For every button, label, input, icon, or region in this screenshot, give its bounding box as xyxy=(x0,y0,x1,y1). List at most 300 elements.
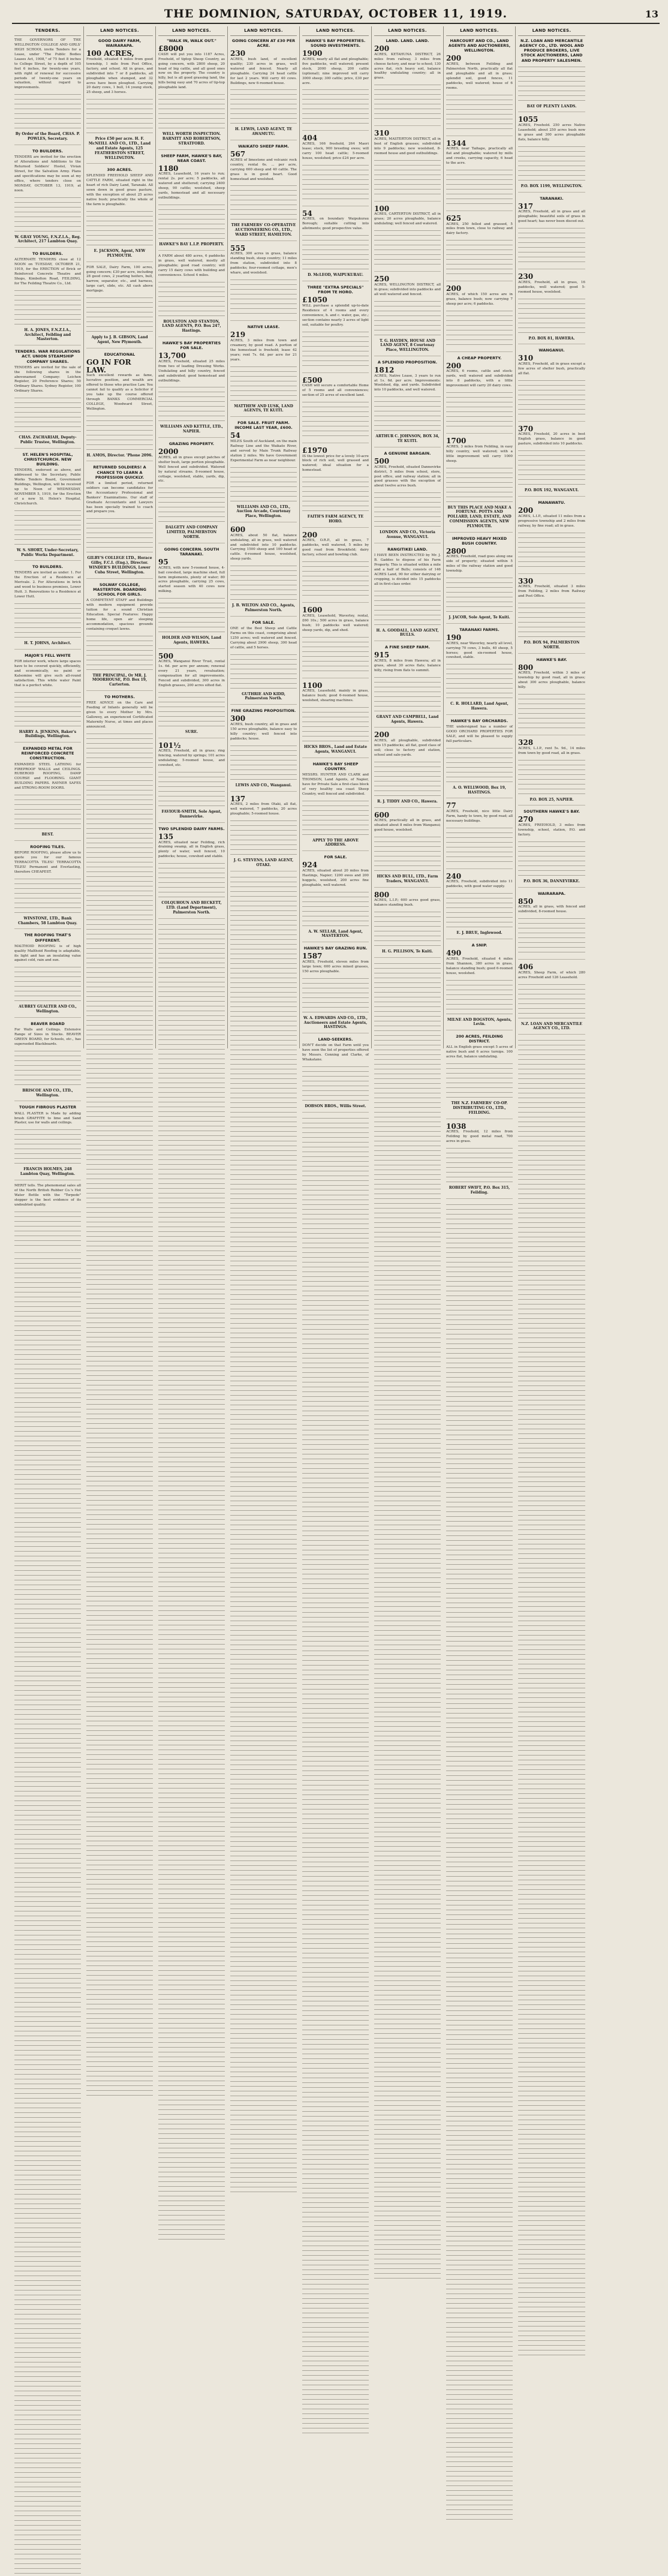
advertisement xyxy=(446,1034,513,1119)
ad-headline: RANGITIKEI LAND. xyxy=(387,546,428,552)
ad-headline: WANGANUI. xyxy=(538,348,565,353)
text-lines xyxy=(86,209,153,245)
ad-body-text: THE GOVERNORS OF THE WELLINGTON COLLEGE AND GIRLS' HIGH SCHOOL invite Tenders for a Lease, under "The Public Bodies Leases Act, 1908," of 75 feet 8 inches to College Street, by a depth of 105 feet 6 inches, for twenty-one years, with right of renewal for successive periods of twenty-one years on valuation, without regard to improvements. xyxy=(14,38,81,90)
text-lines xyxy=(302,705,369,741)
ad-body-text: ACRES, 300 acres in grass, balance standing bush, steep country; 11 miles from station, subdivided into 8 paddocks; four-roomed cottage, men's whare, and woolshed. xyxy=(230,252,297,275)
column-2 xyxy=(84,26,156,1048)
text-lines xyxy=(374,675,441,711)
ad-headline: GOING CONCERN. SOUTH TARANAKI. xyxy=(164,546,219,557)
ad-signature: MATTHEW AND LUSK, LAND AGENTS, TE KUITI. xyxy=(234,404,293,413)
text-lines xyxy=(446,466,513,502)
text-lines xyxy=(302,330,369,366)
ad-signature: A. O. WELLWOOD, Box 19, HASTINGS. xyxy=(453,785,506,795)
ad-lead-figure: 230 xyxy=(230,49,246,58)
advertisement xyxy=(230,620,297,705)
ad-headline: MANAWATU. xyxy=(538,500,565,506)
ad-signature: AUBREY GUALTER AND CO., Wellington. xyxy=(19,1005,77,1014)
text-lines xyxy=(446,238,513,274)
ad-signature: COLQUHOUN AND BECKETT, LTD. (Land Department), Palmerston North. xyxy=(161,901,222,915)
ad-lead-figure: 219 xyxy=(230,330,246,339)
advertisement xyxy=(158,441,225,543)
ad-headline: BEAVER BOARD xyxy=(31,1021,65,1027)
ad-headline: TARANAKI. xyxy=(540,196,564,201)
ad-headline: MAJOR'S FELL WHITE xyxy=(25,653,71,658)
advertisement xyxy=(14,251,81,345)
ad-body-text: ACRES, L.I.P.; 600 acres good grass, balance standing bush. xyxy=(374,898,441,907)
ad-lead-figure: 100 ACRES, xyxy=(86,49,134,58)
ad-body-text: ACRES, bush country, all in grass and 150 acres ploughable, balance easy to hilly country; well fenced into paddocks; house. xyxy=(230,723,297,741)
text-lines xyxy=(14,92,81,128)
ad-body-text: ACRES, 8 miles from Hawera; all in grass, about 30 acres flats; balance hilly, rising from flats to summit. xyxy=(374,659,441,672)
advertisement xyxy=(374,205,441,272)
ad-lead-figure: 1180 xyxy=(158,164,179,173)
ad-lead-figure: 600 xyxy=(374,810,390,819)
advertisement xyxy=(302,855,369,942)
text-lines xyxy=(302,163,369,199)
advertisement xyxy=(14,1021,81,1101)
ad-body-text: FREE ADVICE on the Care and Feeding of Infants generally will be given to every Mother by Mrs. Gallowey, an experienced Certificated Maternity Nurse, at times and places announced. xyxy=(86,701,153,729)
ad-headline: TO BUILDERS. xyxy=(32,251,63,257)
ad-headline: SHEEP FARM, HAWKE'S BAY, NEAR COAST. xyxy=(161,153,222,163)
advertisement xyxy=(374,275,441,356)
advertisement xyxy=(446,873,513,939)
ad-headline: FOR SALE. FRUIT FARM. INCOME LAST YEAR, £600. xyxy=(234,420,293,431)
ad-signature: T. G. HAYDEN, HOUSE AND LAND AGENT, 8 Courtenay Place, WELLINGTON. xyxy=(380,338,435,353)
text-lines xyxy=(230,653,297,689)
text-lines xyxy=(518,840,585,876)
ad-lead-figure: £8000 xyxy=(158,44,183,53)
advertisement xyxy=(446,356,513,434)
text-lines xyxy=(446,826,513,862)
text-lines xyxy=(374,299,441,335)
ad-signature: HICKS BROS., Land and Estate Agents, WANGANUI. xyxy=(303,744,368,754)
ad-signature: H. A. JONES, F.N.Z.I.A., Architect, Feilding and Masterton. xyxy=(24,327,71,342)
ad-signature: LONDON AND CO., Victoria Avenue, WANGANUI. xyxy=(380,530,435,540)
ad-lead-figure: 800 xyxy=(518,663,534,672)
text-lines xyxy=(230,88,297,124)
advertisement xyxy=(302,762,369,852)
text-lines xyxy=(14,1210,81,1246)
text-lines xyxy=(14,877,81,913)
ad-body-text: FOR a limited period, returned soldiers can become candidates for the Accountancy Professional and Bankers' Examinations. Our staff of Graduate Accountants and Lawyers has been specially trained to coach and prepare you. xyxy=(86,481,153,514)
ad-lead-figure: 310 xyxy=(374,129,390,138)
column-text-lines xyxy=(14,1257,81,2576)
advertisement xyxy=(230,245,297,321)
column-text-lines xyxy=(302,1116,369,2436)
advertisement xyxy=(374,38,441,126)
ad-lead-figure: 270 xyxy=(518,815,534,824)
ad-body-text: ACRES, all ploughable, subdivided into 15 paddocks; all flat, good class of soil; close to factory and station, school and sale-yards. xyxy=(374,738,441,757)
ad-body-text: ACRES, Leasehold, 16 years to run; rental 2s. per acre; 5 paddocks, all watered and sheltered; carrying 2400 sheep, 90 cattle; woolshed, sheep yards, homestead and all necessary outbuildings. xyxy=(158,172,225,200)
ad-headline: A FINE SHEEP FARM. xyxy=(385,645,430,650)
ad-headline: TARANAKI FARMS. xyxy=(459,627,500,632)
text-lines xyxy=(374,395,441,431)
ad-signature: MILNE AND BOGSTON, Agents, Levin. xyxy=(447,1017,512,1027)
page-number: 13 xyxy=(645,8,658,20)
ad-body-text: ACRES, 3 miles from town and creamery, by good road. A portion of the homestead is freehold; lease 42 years; rent 7s. 6d. per acre for 21 years. xyxy=(230,338,297,362)
advertisement xyxy=(158,826,225,919)
ad-headline: FOR SALE. xyxy=(324,855,347,860)
text-lines xyxy=(14,602,81,638)
ad-body-text: ACRES, 166 freehold, 264 Maori lease; stock, 900 breeding ewes; will carry 100 head cattle; 5-roomed house, woolshed; price £24 per acre. xyxy=(302,142,369,160)
column-heading: LAND NOTICES. xyxy=(374,26,441,36)
ad-lead-figure: 317 xyxy=(518,202,534,211)
ad-body-text: I HAVE BEEN INSTRUCTED by Mr. J. B. Gaddes to dispose of his Farm Property. This is situated within a mile and a half of Bulls; consists of 146 ACRES Land, 90 for either dairying or cropping, is divided into 15 paddocks all in first-class order. xyxy=(374,554,441,586)
advertisement xyxy=(374,130,441,201)
advertisement xyxy=(302,134,369,206)
ad-headline: THREE "EXTRA SPECIALS" FROM TE HORO. xyxy=(307,285,364,295)
ad-signature: H. LEWIS, LAND AGENT, TE AWAMUTU. xyxy=(235,127,292,137)
advertisement xyxy=(230,420,297,522)
advertisement xyxy=(302,531,369,603)
advertisement xyxy=(446,38,513,136)
ad-lead-figure: 625 xyxy=(446,214,462,223)
text-lines xyxy=(158,280,225,316)
text-lines xyxy=(518,449,585,485)
advertisement xyxy=(302,946,369,1033)
ad-headline: TENDERS. WAR REGULATIONS ACT. UNION STEAMSHIP COMPANY SHARES. xyxy=(15,349,80,364)
text-lines xyxy=(86,414,153,450)
text-lines xyxy=(158,861,225,897)
ad-body-text: MALTHOID ROOFING is of high quality Malthoid Roofing is adaptable, its light and has an insulating value against cold, rain and sun. xyxy=(14,944,81,963)
ad-lead-figure: 2000 xyxy=(158,447,179,456)
ad-lead-figure: 54 xyxy=(302,209,312,218)
ad-lead-figure: 54 xyxy=(230,431,240,440)
ad-lead-figure: 500 xyxy=(158,651,174,660)
column-text-lines xyxy=(158,922,225,2242)
ad-signature: BAY OF PLENTY LANDS. xyxy=(526,104,577,109)
ad-body-text: ACRES, Freehold, 20 acres in best English grass, balance in good pasture, subdivided into 10 paddocks. xyxy=(518,432,585,446)
ad-headline: 200 ACRES, FEILDING DISTRICT. xyxy=(456,1034,503,1044)
ad-body-text: Freehold, situated 4 miles from good township, 1 mile from Post Office, factory, and school. All in grass, and subdivided into 7 or 8 paddocks, all ploughable when stumped, and 32 acres have been ploughed. Carrying 20 dairy cows, 1 bull, 14 young stock, 25 sheep, and 3 horses. xyxy=(86,57,153,95)
text-lines xyxy=(14,965,81,1001)
ad-body-text: ACRES, between Feilding and Palmerston North, practically all flat and ploughable and all in grass; splendid soil, good fences, 11 paddocks, well watered; house of 6 rooms. xyxy=(446,62,513,90)
text-lines xyxy=(14,1049,81,1085)
advertisement xyxy=(446,215,513,281)
ad-signature: ROULSTON AND STANTON, LAND AGENTS, P.O. Box 247, Hastings. xyxy=(162,319,221,333)
ad-headline: GOOD DAIRY FARM, WAIRARAPA. xyxy=(98,38,142,49)
text-lines xyxy=(230,365,297,401)
ad-body-text: ACRES, Freehold, subdivided into 11 paddocks, with good water supply. xyxy=(446,880,513,889)
ad-signature: W. GRAY YOUNG, F.N.Z.I.A., Reg. Architect, 217 Lambton Quay. xyxy=(14,235,81,244)
text-lines xyxy=(86,732,153,768)
text-lines xyxy=(446,891,513,927)
advertisement xyxy=(158,341,225,438)
ad-headline: TO BUILDERS. xyxy=(32,148,63,154)
ad-headline: FINE GRAZING PROPOSITION. xyxy=(231,708,296,714)
ad-body-text: ALL in English grass except 5 acres of native bush and 6 acres turnips. 100 acres flat, balance undulating. xyxy=(446,1045,513,1059)
ad-headline: "WALK IN, WALK OUT." xyxy=(167,38,216,43)
advertisement xyxy=(302,285,369,373)
advertisement xyxy=(374,731,441,807)
advertisement xyxy=(518,425,585,497)
ad-body-text: ACRES, all in grass except patches of shelter bush, large portion ploughable. Well fenced and subdivided. Watered by natural streams. 8-roomed house, cottage, woolshed, stable, yards, dip, etc. xyxy=(158,455,225,483)
text-lines xyxy=(302,560,369,596)
advertisement xyxy=(374,891,441,958)
text-lines xyxy=(518,531,585,567)
ad-headline: ST. HELEN'S HOSPITAL, CHRISTCHURCH. NEW BUILDING. xyxy=(22,452,73,467)
ad-body-text: ONE of the Best Sheep and Cattle Farms on this coast, comprising about 1250 acres; well watered and fenced. Carrying about 2900 sheep, 300 head of cattle, and 5 horses. xyxy=(230,627,297,650)
ad-body-text: ALTERNATE TENDERS close at 12 NOON on TUESDAY, OCTOBER 21, 1919, for the ERECTION of Brick or Reinforced Concrete Theatre and Shops, Kimbolton Road, FEILDING, for The Feilding Theatre Co., Ltd. xyxy=(14,258,81,285)
ad-body-text: DON'T decide on that Farm until you have seen the list of properties offered by Messrs. Conning and Clarke, of Whakatane. xyxy=(302,1044,369,1062)
advertisement xyxy=(446,1123,513,1199)
ad-lead-figure: 200 xyxy=(446,54,462,63)
ad-body-text: ACRES, Freehold, all in grass, 16 paddocks, well watered; good 5-roomed house, woolshed. xyxy=(518,280,585,294)
ad-body-text: ACRES, of which 150 acres are in grass, balance bush; now carrying 7 sheep per acre; 6 paddocks. xyxy=(446,292,513,306)
ad-lead-figure: 300 xyxy=(230,714,246,723)
ad-headline: IMPROVED HEAVY MIXED BUSH COUNTRY. xyxy=(452,536,507,546)
ad-body-text: EXPANDED STEEL LATHING for FIREPROOF WALLS and CEILINGS. RUBEROID ROOFING, DAMP COURSE and FLOORING. GIANT BUILDING PAPERS. RAYNER SAFES and STRONG-ROOM DOORS. xyxy=(14,762,81,790)
masthead xyxy=(12,6,660,24)
ad-lead-figure: 1587 xyxy=(302,952,323,961)
advertisement xyxy=(86,695,153,775)
ad-body-text: ACRES, Native Lease, 3 years to run at 1s. 6d. per acre. Improvements: Woolshed, dip, and yards. Subdivided into 10 paddocks, and well watered. xyxy=(374,374,441,392)
ad-body-text: TENDERS are invited for the erection of Alterations and Additions to the Returned Soldiers' Hostel, Vivian Street, for the Salvation Army. Plans and specifications may be seen at my office, where tenders close on MONDAY, OCTOBER 13, 1919, at noon. xyxy=(14,155,81,193)
ad-body-text: ACRES, all in grass, with fenced and subdivided, 8-roomed house. xyxy=(518,905,585,914)
ad-headline: SOUTHERN HAWKE'S BAY. xyxy=(523,809,580,814)
advertisement xyxy=(230,144,297,241)
ad-lead-figure: 100 xyxy=(374,204,390,213)
ad-headline: FOR SALE. xyxy=(252,620,275,625)
ad-body-text: ACRES, Sheep Farm, of which 280 acres Freehold and 126 Leasehold. xyxy=(518,970,585,979)
ad-signature: HARRY A. JENKINS, Baker's Buildings, Wellington. xyxy=(19,729,77,739)
ad-headline: HARCOURT AND CO., LAND AGENTS AND AUCTIONEERS, WELLINGTON. xyxy=(448,38,511,53)
ad-lead-figure: GO IN FOR LAW. xyxy=(86,357,131,374)
ad-headline: TOUGH FIBROUS PLASTER xyxy=(19,1105,77,1110)
ad-signature: BRISCOE AND CO., LTD., Wellington. xyxy=(22,1088,73,1098)
ad-body-text: CASH will put you into 1187 Acres, Freehold, of tiptop Sheep Country, as going concern, with 2800 sheep, 20 head of big cattle, and all good ones now on the property. The country is hilly, but is all good grassing land, the hills being easy and 70 acres of tip-top ploughable land. xyxy=(158,52,225,90)
text-lines xyxy=(302,890,369,926)
advertisement xyxy=(374,360,441,447)
ad-signature: ROBERT SWIFT, P.O. Box 315, Feilding. xyxy=(449,1186,510,1195)
ad-body-text: FOR SALE, Dairy Farm, 100 acres, going concern; £30 per acre, including 28 good cows, 2 yearling heifers, bull, harrow, separator, etc., and harness, large cart, slide, etc. All cash above mortgage. xyxy=(86,265,153,293)
text-lines xyxy=(302,475,369,511)
ad-signature: P.O. BOX 1199, WELLINGTON. xyxy=(520,184,583,188)
ad-signature: N.Z. LOAN AND MERCANTILE AGENCY CO., LTD. xyxy=(521,1021,582,1031)
ad-signature: P.O. BOX 81, HAWERA. xyxy=(528,336,575,341)
ad-signature: THE N.Z. FARMERS' CO-OP. DISTRIBUTING CO., LTD., FEILDING. xyxy=(451,1101,508,1115)
advertisement xyxy=(14,653,81,743)
ad-body-text: A FARM about 480 acres, 6 paddocks in grass, well watered, mostly all ploughable; good road country; will carry 15 dairy cows with building and conveniences. School 4 miles. xyxy=(158,254,225,277)
text-lines xyxy=(302,400,369,436)
ad-headline: LAND-SEEKERS. xyxy=(318,1037,353,1042)
ad-signature: H. A. GOODALL, LAND AGENT, BULLS. xyxy=(376,628,439,638)
ad-body-text: ACRES, Freehold, situated Dannevirke district, 5 miles from school, store, post office, and railway station; all in good grasses with the exception of about twelve acres bush. xyxy=(374,465,441,488)
advertisement xyxy=(446,719,513,798)
ad-lead-figure: 567 xyxy=(230,150,246,159)
ad-signature: LEWIS AND CO., Wanganui. xyxy=(235,783,292,787)
ad-headline: EXPANDED METAL FOR REINFORCED CONCRETE CONSTRUCTION. xyxy=(21,746,74,761)
ad-body-text: MESSRS. HUNTER AND CLARK and THOMSON, Land Agents, of Napier, have for Private Sale a first-class block of very healthy sea coast Sheep Country, well fenced and subdivided. xyxy=(302,773,369,796)
ad-headline: HAWKE'S BAY ORCHARDS. xyxy=(450,719,508,723)
text-lines xyxy=(446,309,513,345)
text-lines xyxy=(446,978,513,1014)
ad-headline: HAWKE'S BAY PROPERTIES FOR SALE. xyxy=(162,340,221,351)
ad-lead-figure: 200 xyxy=(446,361,462,370)
ad-signature: THE PRINCIPAL, Or MR. J. MOORHOUSE, P.O. Box 19, Carterton. xyxy=(92,673,148,687)
ad-body-text: ACRES, Freehold, situated 3 miles from Feilding, 2 miles from Railway and Post Office. xyxy=(518,585,585,599)
ad-lead-figure: 490 xyxy=(446,949,462,958)
ad-headline: THE ROOFING THAT'S DIFFERENT. xyxy=(24,933,71,943)
ad-body-text: MILES South of Auckland, on the main Railway Line and the Waikato River, and served by Main Trunk Railway station 2 miles. We have Government Experimental Farm as near neighbour. xyxy=(230,439,297,462)
advertisement xyxy=(518,500,585,574)
ad-body-text: ACRES, with new 5-roomed house, 4-bail cowshed, large machine shed, full farm implements, plenty of water; 80 acres ploughable, carrying 25 cows, started season with 40 cows now milking. xyxy=(158,566,225,594)
ad-signature: Price £50 per acre. H. F. McNEILL AND CO., LTD., Land and Estate Agents, 125 FEATHERSTON STREET, WELLINGTON. xyxy=(88,137,151,160)
advertisement xyxy=(446,536,513,624)
ad-body-text: ACRES, Freehold. 250 acres Native Leasehold; about 250 acres bush now in grass and 300 acres ploughable flats, balance hilly. xyxy=(518,124,585,142)
ad-body-text: ACRES, about 50 flat, balance undulating, all in grass, well watered and subdivided into 10 paddocks. Carrying 1500 sheep and 100 head of cattle. 6-roomed house, woolshed, sheep yards. xyxy=(230,533,297,561)
text-lines xyxy=(446,168,513,204)
ad-signature: GUTHRIE AND KIDD, Palmerston North. xyxy=(242,692,285,701)
advertisement xyxy=(518,38,585,112)
ad-body-text: ACRES, situated about 20 miles from Hastings, Napier; 1200 ewes and 200 hoggets, woolshed, 200 acres fine ploughable, well watered. xyxy=(302,868,369,887)
text-lines xyxy=(446,662,513,698)
advertisement xyxy=(14,149,81,248)
ad-lead-figure: 1038 xyxy=(446,1122,467,1131)
ad-signature: J. B. WILTON AND CO., Agents, Palmerston North. xyxy=(232,603,295,613)
ad-headline: WAIRARAPA. xyxy=(537,891,566,896)
advertisement xyxy=(518,809,585,887)
ad-signature: FRANCIS HOLMES, 248 Lambton Quay, Wellington. xyxy=(20,1167,76,1177)
ad-headline: N.Z. LOAN AND MERCANTILE AGENCY CO., LTD. WOOL AND PRODUCE BROKERS, LIVE STOCK AUCTIONEERS, LAND AND PROPERTY SALESMEN. xyxy=(519,38,584,63)
column-text-lines xyxy=(446,1203,513,2522)
ad-lead-figure: £1050 xyxy=(302,296,327,305)
ad-lead-figure: 1812 xyxy=(374,366,395,375)
ad-body-text: ACRES, L.I.P., situated 11 miles from a progressive township and 2 miles from railway, by fine road; all in grass. xyxy=(518,514,585,528)
ad-signature: SURE. xyxy=(185,730,198,735)
ad-headline: TO BUILDERS. xyxy=(32,564,63,570)
ad-lead-figure: 500 xyxy=(374,457,390,466)
ad-signature: W. A. EDWARDS AND CO., LTD., Auctioneers and Estate Agents, HASTINGS. xyxy=(303,1015,368,1030)
ad-lead-figure: £500 xyxy=(302,375,323,384)
advertisement xyxy=(374,451,441,543)
ad-lead-figure: 555 xyxy=(230,244,246,253)
ad-headline: A GENUINE BARGAIN. xyxy=(384,450,431,456)
ad-body-text: ACRES, 6 rooms, cattle and stock-yards, well watered and subdivided into 8 paddocks, with a little improvement will carry 20 dairy cows. xyxy=(446,369,513,388)
advertisement xyxy=(302,606,369,678)
text-lines xyxy=(14,690,81,726)
ad-body-text: ACRES, Wanganui River Trust, rental 1s. 6d. per acre per annum; renewal every 21 years, revaluation; compensation for all improvements. Fenced and subdivided, 300 acres in English grasses, 200 acres silted flat. xyxy=(158,660,225,688)
text-lines xyxy=(14,509,81,545)
ad-body-text: For Walls and Ceilings. Extensive Range of Sizes in Stocks. BEAVER GREEN BOARD, for Schools, etc., has superseded Blackboards. xyxy=(14,1028,81,1046)
advertisement xyxy=(230,526,297,617)
column-5 xyxy=(300,26,372,1108)
advertisement xyxy=(302,1037,369,1113)
advertisement xyxy=(518,196,585,270)
ad-signature: C. R. HOLLARD, Land Agent, Hawera. xyxy=(450,702,508,711)
text-lines xyxy=(302,799,369,835)
ad-body-text: CASH will secure a comfortable Home of 5 rooms and all conveniences; section of 25 acres of excellent land. xyxy=(302,384,369,398)
ad-headline: NATIVE LEASE. xyxy=(247,324,280,330)
column-heading: LAND NOTICES. xyxy=(302,26,369,36)
text-lines xyxy=(446,390,513,426)
column-7 xyxy=(444,26,516,1195)
column-heading: TENDERS. xyxy=(14,26,81,36)
advertisement xyxy=(374,811,441,888)
ad-signature: By Order of the Board, CHAS. P. POWLES, Secretary. xyxy=(15,132,80,142)
text-lines xyxy=(14,793,81,829)
ad-signature: P.O. BOX 25, NAPIER. xyxy=(529,797,574,802)
text-lines xyxy=(374,158,441,194)
text-lines xyxy=(86,296,153,332)
ad-lead-figure: £1970 xyxy=(302,446,327,455)
ad-headline: HAWKE'S BAY PROPERTIES. SOUND INVESTMENTS. xyxy=(305,38,366,49)
text-lines xyxy=(518,65,585,101)
text-lines xyxy=(86,516,153,552)
ad-signature: GRANT AND CAMPBELL, Land Agents, Hawera. xyxy=(376,714,439,724)
advertisement xyxy=(446,437,513,532)
ad-lead-figure: 328 xyxy=(518,738,534,747)
advertisement xyxy=(518,116,585,192)
ad-lead-figure: 1700 xyxy=(446,437,467,446)
ad-body-text: ACRES, Freehold, 12 miles from Feilding by good metal road, 700 acres in grass. xyxy=(446,1130,513,1144)
ad-body-text: ACRES, 250 felled and grassed, 5 miles from town, close to railway and dairy factory. xyxy=(446,222,513,236)
ad-signature: W. S. SHORT, Under-Secretary, Public Works Department. xyxy=(16,548,79,557)
text-lines xyxy=(302,88,369,124)
text-lines xyxy=(158,486,225,522)
ad-headline: HAWKE'S BAY SHEEP COUNTRY. xyxy=(312,761,359,771)
column-6 xyxy=(372,26,444,1048)
ad-body-text: ACRES, 3 miles from Feilding, in easy hilly country, well watered; with a little improvement will carry 1000 sheep. xyxy=(446,444,513,463)
ad-headline: WAIKATO SHEEP FARM. xyxy=(238,144,289,149)
text-lines xyxy=(518,692,585,728)
ad-signature: WELL WORTH INSPECTION. BARNITT AND ROBERTSON, STRATFORD. xyxy=(162,132,221,146)
advertisement xyxy=(446,285,513,351)
ad-lead-figure: 200 xyxy=(374,731,390,740)
ad-headline: SOLWAY COLLEGE, MASTERTON. BOARDING SCHOOL FOR GIRLS. xyxy=(93,582,146,597)
ad-lead-figure: 190 xyxy=(446,633,462,642)
column-heading: LAND NOTICES. xyxy=(158,26,225,36)
ad-headline: HAWKE'S BAY GRAZING RUN. xyxy=(303,946,368,951)
ad-body-text: ACRES, near Taihape, practically all flat and ploughable; watered by mills and creeks, carrying capacity, 6 head to the acre. xyxy=(446,147,513,165)
ad-body-text: TENDERS, endorsed as above, and addressed to the Secretary, Public Works Tenders Board, Government Buildings, Wellington, will be received up to Noon of WEDNESDAY, NOVEMBER 5, 1919, for the Erection of a new St. Helen's Hospital, Christchurch. xyxy=(14,468,81,506)
ad-body-text: ACRES, CARTERTON DISTRICT, all in grass; 20 acres ploughable, balance undulating; well fenced and watered. xyxy=(374,212,441,226)
advertisement xyxy=(14,564,81,650)
advertisement xyxy=(158,547,225,649)
ad-signature: WILLIAMS AND KETTLE, LTD., NAPIER. xyxy=(160,425,223,434)
advertisement xyxy=(86,38,153,164)
advertisement xyxy=(14,1184,81,1253)
ad-body-text: ACRES, Freehold, all in grass; ring fencing, watered by springs; 101 acres undulating; 5-roomed house, and cowshed, etc. xyxy=(158,749,225,768)
ad-signature: J. JACOB, Sole Agent, Te Kuiti. xyxy=(449,615,510,620)
ad-headline: GRAZING PROPERTY. xyxy=(168,441,215,447)
advertisement xyxy=(446,802,513,868)
ad-lead-figure: 1100 xyxy=(302,681,323,690)
ad-signature: R. J. TIDDY AND CO., Hawera. xyxy=(377,799,438,804)
ad-lead-figure: 13,700 xyxy=(158,351,186,360)
ad-lead-figure: 1900 xyxy=(302,49,323,58)
text-lines xyxy=(158,690,225,726)
text-lines xyxy=(446,93,513,129)
advertisement xyxy=(14,452,81,561)
ad-body-text: ACRES, WELLINGTON DISTRICT, all in grass; subdivided into paddocks and all well watered and fenced. xyxy=(374,282,441,296)
text-lines xyxy=(230,278,297,314)
text-lines xyxy=(302,233,369,269)
column-8 xyxy=(516,26,588,1048)
column-text-lines xyxy=(86,778,153,2098)
advertisement xyxy=(374,645,441,728)
advertisement xyxy=(230,795,297,871)
text-lines xyxy=(518,378,585,414)
ad-headline: LAND. LAND. LAND. xyxy=(386,38,429,43)
advertisement xyxy=(302,377,369,443)
text-lines xyxy=(158,92,225,128)
text-lines xyxy=(302,635,369,671)
ad-signature: DOBSON BROS., Willis Street. xyxy=(305,1104,366,1108)
text-lines xyxy=(374,835,441,871)
ad-lead-figure: 924 xyxy=(302,861,318,870)
ad-signature: E. JACKSON, Agent, NEW PLYMOUTH. xyxy=(94,249,146,258)
